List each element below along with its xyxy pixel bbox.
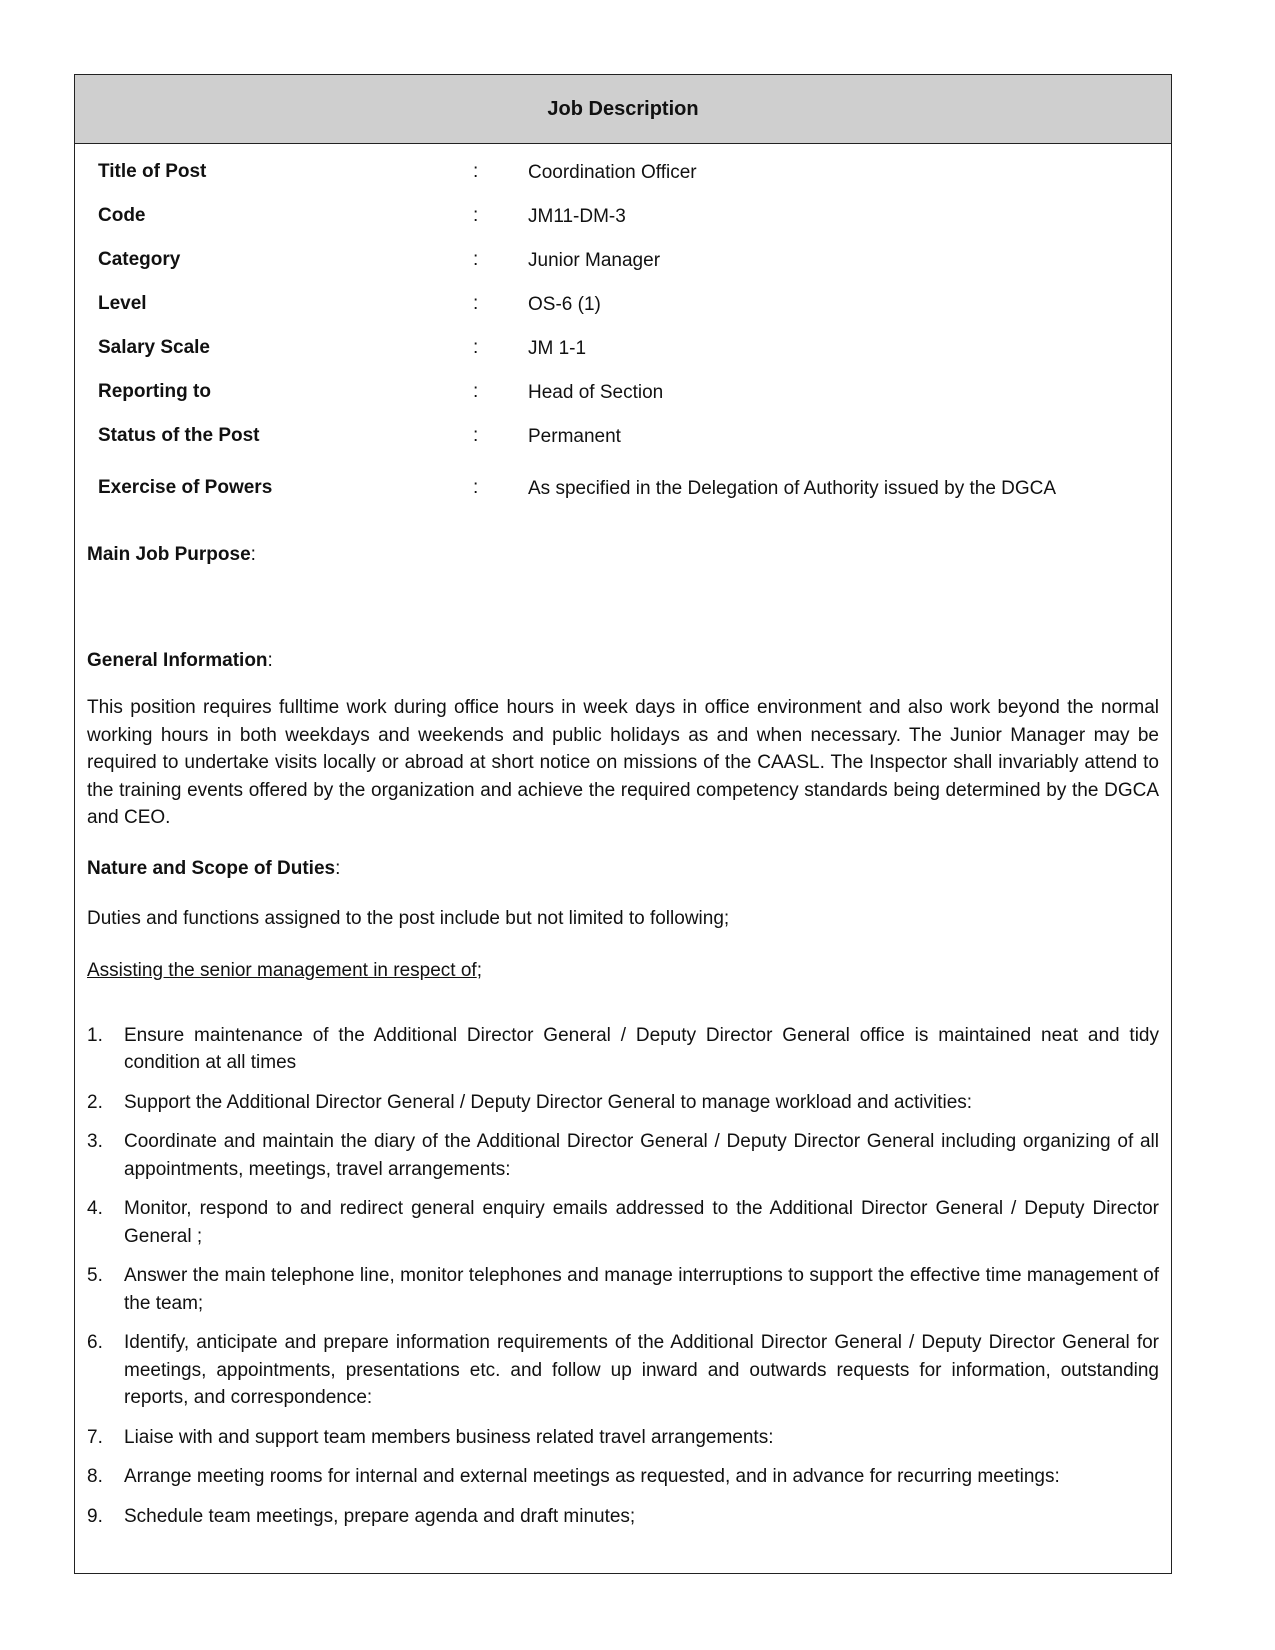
field-label: Reporting to xyxy=(98,381,211,402)
duties-intro: Duties and functions assigned to the post include but not limited to following; xyxy=(87,907,730,929)
list-item xyxy=(87,1503,1159,1531)
heading-colon: : xyxy=(267,650,273,671)
field-value: As specified in the Delegation of Authority issued by the DGCA xyxy=(528,477,1057,499)
document-header xyxy=(75,75,1171,144)
field-label: Level xyxy=(98,293,147,314)
field-colon: : xyxy=(473,477,479,498)
list-number: 6. xyxy=(87,1332,103,1353)
job-description-frame xyxy=(74,74,1172,1574)
general-info-heading xyxy=(75,650,1171,672)
list-number: 9. xyxy=(87,1505,103,1527)
heading-colon: : xyxy=(335,857,341,879)
list-number: 1. xyxy=(87,1024,103,1046)
main-purpose-heading xyxy=(75,544,1171,566)
list-number: 4. xyxy=(87,1198,103,1219)
list-item xyxy=(87,1195,1159,1250)
general-info-label: General Information xyxy=(87,650,268,671)
list-text: Arrange meeting rooms for internal and external meetings as requested, and in advance for recurring meetings: xyxy=(124,1466,1060,1487)
field-value: Junior Manager xyxy=(528,249,661,271)
field-label: Title of Post xyxy=(98,161,207,182)
list-number: 5. xyxy=(87,1265,103,1286)
field-colon: : xyxy=(473,293,479,314)
field-label: Exercise of Powers xyxy=(98,477,273,498)
field-label: Category xyxy=(98,249,181,270)
document-title: Job Description xyxy=(547,97,699,120)
field-value: Coordination Officer xyxy=(528,161,697,183)
assist-label: Assisting the senior management in respect of xyxy=(87,959,477,981)
duties-heading xyxy=(75,858,1171,880)
list-item xyxy=(87,1022,1159,1077)
field-value: Permanent xyxy=(528,425,621,447)
list-text: Identify, anticipate and prepare information requirements of the Additional Director General / Deputy Director General for meetings, appointments, presentations etc. and follow up inward and outwards requests for information, outstanding reports, and correspondence: xyxy=(124,1332,1159,1408)
duties-list xyxy=(75,1022,1171,1531)
list-item xyxy=(87,1424,1159,1452)
list-number: 7. xyxy=(87,1426,103,1448)
field-value: OS-6 (1) xyxy=(528,293,601,315)
field-colon: : xyxy=(473,205,479,226)
list-text: Support the Additional Director General / Deputy Director General to manage workload and activities: xyxy=(124,1091,973,1113)
list-text: Answer the main telephone line, monitor telephones and manage interruptions to support the effective time management of the team; xyxy=(124,1265,1159,1314)
field-colon: : xyxy=(473,381,479,402)
field-colon: : xyxy=(473,425,479,446)
list-item xyxy=(87,1128,1159,1183)
field-row xyxy=(75,326,1171,370)
field-row xyxy=(75,238,1171,282)
list-text: Coordinate and maintain the diary of the Additional Director General / Deputy Director General including organizing of all appointments, meetings, travel arrangements: xyxy=(124,1131,1159,1180)
field-value: Head of Section xyxy=(528,381,664,403)
post-details xyxy=(75,144,1171,518)
duties-label: Nature and Scope of Duties xyxy=(87,857,336,879)
list-text: Schedule team meetings, prepare agenda and draft minutes; xyxy=(124,1505,636,1527)
heading-colon: : xyxy=(250,544,256,565)
list-number: 2. xyxy=(87,1091,103,1113)
field-label: Salary Scale xyxy=(98,337,210,358)
general-info-text: This position requires fulltime work during office hours in week days in office environment and also work beyond the normal working hours in both weekdays and weekends and public holidays as and when necessary. The Junior Manager may be required to undertake visits locally or abroad at short notice on missions of the CAASL. The Inspector shall invariably attend to the training events offered by the organization and achieve the required competency standards being determined by the DGCA and CEO. xyxy=(87,697,1159,828)
list-text: Ensure maintenance of the Additional Director General / Deputy Director General office is maintained neat and tidy condition at all times xyxy=(124,1024,1159,1073)
field-colon: : xyxy=(473,337,479,358)
field-row xyxy=(75,414,1171,458)
list-item xyxy=(87,1463,1159,1491)
field-colon: : xyxy=(473,161,479,182)
field-colon: : xyxy=(473,249,479,270)
field-row xyxy=(75,282,1171,326)
field-value: JM 1-1 xyxy=(528,337,587,359)
list-item xyxy=(87,1262,1159,1317)
field-row xyxy=(75,194,1171,238)
field-value: JM11-DM-3 xyxy=(528,205,626,227)
main-purpose-label: Main Job Purpose xyxy=(87,544,251,565)
list-item xyxy=(87,1089,1159,1117)
field-row xyxy=(75,150,1171,194)
list-text: Liaise with and support team members business related travel arrangements: xyxy=(124,1426,774,1448)
list-number: 8. xyxy=(87,1466,103,1487)
field-row xyxy=(75,458,1171,518)
field-label: Code xyxy=(98,205,146,226)
assist-heading xyxy=(75,960,1171,982)
field-label: Status of the Post xyxy=(98,425,260,446)
list-item xyxy=(87,1329,1159,1412)
field-row xyxy=(75,370,1171,414)
assist-suffix: ; xyxy=(476,959,482,981)
list-number: 3. xyxy=(87,1131,103,1152)
list-text: Monitor, respond to and redirect general enquiry emails addressed to the Additional Director General / Deputy Director General ; xyxy=(124,1198,1159,1247)
